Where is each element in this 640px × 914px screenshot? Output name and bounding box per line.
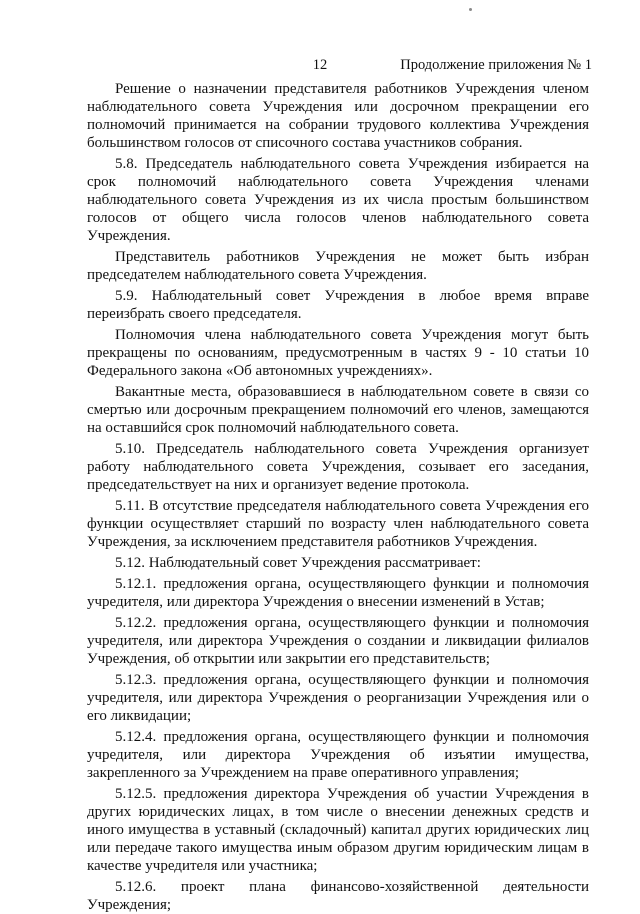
scan-dot-mark — [469, 8, 472, 11]
document-paragraph: Полномочия члена наблюдательного совета Учреждения могут быть прекращены по основаниям, предусмотренным в частях 9 - 10 статьи 10 Федерального закона «Об автономных учреждениях». — [87, 327, 589, 379]
page-number: 12 — [312, 57, 328, 73]
document-paragraph: 5.12. Наблюдательный совет Учреждения рассматривает: — [115, 555, 481, 571]
document-paragraph: 5.12.1. предложения органа, осуществляющего функции и полномочия учредителя, или директора Учреждения о внесении изменений в Устав; — [87, 576, 589, 610]
appendix-continuation-note: Продолжение приложения № 1 — [400, 57, 592, 73]
document-paragraph: 5.12.6. проект плана финансово-хозяйственной деятельности Учреждения; — [87, 879, 589, 913]
document-paragraph: Решение о назначении представителя работников Учреждения членом наблюдательного совета Учреждения или досрочном прекращении его полномочий принимается на собрании трудового коллектива Учреждения большинством голосов от списочного состава участников собрания. — [87, 81, 589, 151]
document-paragraph: 5.8. Председатель наблюдательного совета Учреждения избирается на срок полномочий наблюдательного совета Учреждения членами наблюдательного совета Учреждения из их числа простым большинством голосов от общего числа голосов членов наблюдательного совета Учреждения. — [87, 156, 589, 244]
document-body — [87, 80, 589, 913]
document-paragraph: 5.10. Председатель наблюдательного совета Учреждения организует работу наблюдательного совета Учреждения, созывает его заседания, председательствует на них и организует ведение протокола. — [87, 441, 589, 493]
document-paragraph: 5.12.2. предложения органа, осуществляющего функции и полномочия учредителя, или директора Учреждения о создании и ликвидации филиалов Учреждения, об открытии или закрытии его представительств; — [87, 615, 589, 667]
document-paragraph: 5.12.3. предложения органа, осуществляющего функции и полномочия учредителя, или директора Учреждения о реорганизации Учреждения или о его ликвидации; — [87, 672, 589, 724]
document-paragraph: 5.11. В отсутствие председателя наблюдательного совета Учреждения его функции осуществляет старший по возрасту член наблюдательного совета Учреждения, за исключением представителя работников Учреждения. — [87, 498, 589, 550]
document-paragraph: Представитель работников Учреждения не может быть избран председателем наблюдательного совета Учреждения. — [87, 249, 589, 283]
document-paragraph: 5.12.4. предложения органа, осуществляющего функции и полномочия учредителя, или директора Учреждения об изъятии имущества, закрепленного за Учреждением на праве оперативного управления; — [87, 729, 589, 781]
document-paragraph: 5.12.5. предложения директора Учреждения об участии Учреждения в других юридических лицах, в том числе о внесении денежных средств и иного имущества в уставный (складочный) капитал других юридических лиц или передаче такого имущества иным образом другим юридическим лицам в качестве учредителя или участника; — [87, 786, 589, 874]
document-paragraph: Вакантные места, образовавшиеся в наблюдательном совете в связи со смертью или досрочным прекращением полномочий его членов, замещаются на оставшийся срок полномочий наблюдательного совета. — [87, 384, 589, 436]
document-paragraph: 5.9. Наблюдательный совет Учреждения в любое время вправе переизбрать своего председателя. — [87, 288, 589, 322]
